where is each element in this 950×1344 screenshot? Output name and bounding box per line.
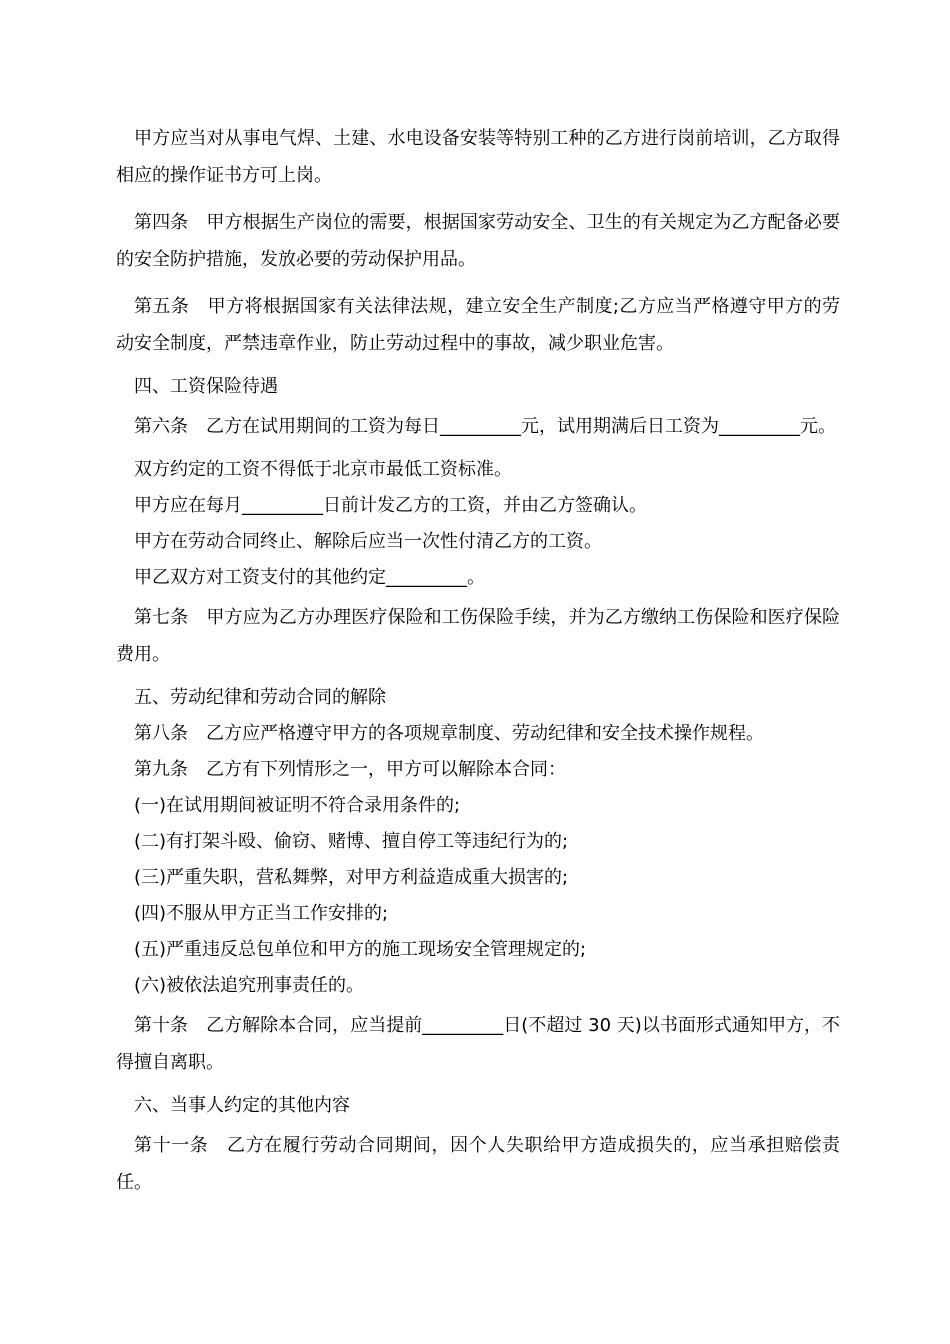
section-heading-other: 六、当事人约定的其他内容 bbox=[134, 1095, 350, 1116]
paragraph-other-pay: 甲乙双方对工资支付的其他约定_________。 bbox=[134, 567, 485, 588]
section-heading-discipline: 五、劳动纪律和劳动合同的解除 bbox=[134, 687, 386, 708]
list-item-5: (五)严重违反总包单位和甲方的施工现场安全管理规定的; bbox=[134, 939, 587, 960]
document-body bbox=[116, 120, 840, 1211]
paragraph-article-7: 第七条 甲方应为乙方办理医疗保险和工伤保险手续，并为乙方缴纳工伤保险和医疗保险费用。 bbox=[116, 607, 840, 665]
section-heading-wages: 四、工资保险待遇 bbox=[134, 376, 278, 397]
list-item-3: (三)严重失职，营私舞弊，对甲方利益造成重大损害的; bbox=[134, 867, 569, 888]
paragraph-min-wage: 双方约定的工资不得低于北京市最低工资标准。 bbox=[134, 459, 512, 480]
paragraph-article-9: 第九条 乙方有下列情形之一，甲方可以解除本合同： bbox=[134, 759, 566, 780]
list-item-2: (二)有打架斗殴、偷窃、赌博、擅自停工等违纪行为的; bbox=[134, 831, 569, 852]
paragraph-article-10: 第十条 乙方解除本合同，应当提前_________日(不超过 30 天)以书面形式通知甲方，不得擅自离职。 bbox=[116, 1015, 840, 1073]
paragraph-article-6: 第六条 乙方在试用期间的工资为每日_________元，试用期满后日工资为_________元。 bbox=[134, 416, 836, 437]
paragraph-article-4: 第四条 甲方根据生产岗位的需要，根据国家劳动安全、卫生的有关规定为乙方配备必要的安全防护措施，发放必要的劳动保护用品。 bbox=[116, 212, 840, 270]
list-item-1: (一)在试用期间被证明不符合录用条件的; bbox=[134, 795, 461, 816]
paragraph-final-pay: 甲方在劳动合同终止、解除后应当一次性付清乙方的工资。 bbox=[134, 531, 602, 552]
paragraph-article-5: 第五条 甲方将根据国家有关法律法规，建立安全生产制度;乙方应当严格遵守甲方的劳动安全制度，严禁违章作业，防止劳动过程中的事故，减少职业危害。 bbox=[116, 296, 840, 354]
paragraph-article-11: 第十一条 乙方在履行劳动合同期间，因个人失职给甲方造成损失的，应当承担赔偿责任。 bbox=[116, 1135, 840, 1193]
list-item-6: (六)被依法追究刑事责任的。 bbox=[134, 975, 365, 996]
paragraph-training: 甲方应当对从事电气焊、土建、水电设备安装等特别工种的乙方进行岗前培训，乙方取得相应的操作证书方可上岗。 bbox=[116, 128, 840, 186]
paragraph-pay-day: 甲方应在每月_________日前计发乙方的工资，并由乙方签确认。 bbox=[134, 495, 647, 516]
paragraph-article-8: 第八条 乙方应严格遵守甲方的各项规章制度、劳动纪律和安全技术操作规程。 bbox=[134, 723, 764, 744]
list-item-4: (四)不服从甲方正当工作安排的; bbox=[134, 903, 389, 924]
